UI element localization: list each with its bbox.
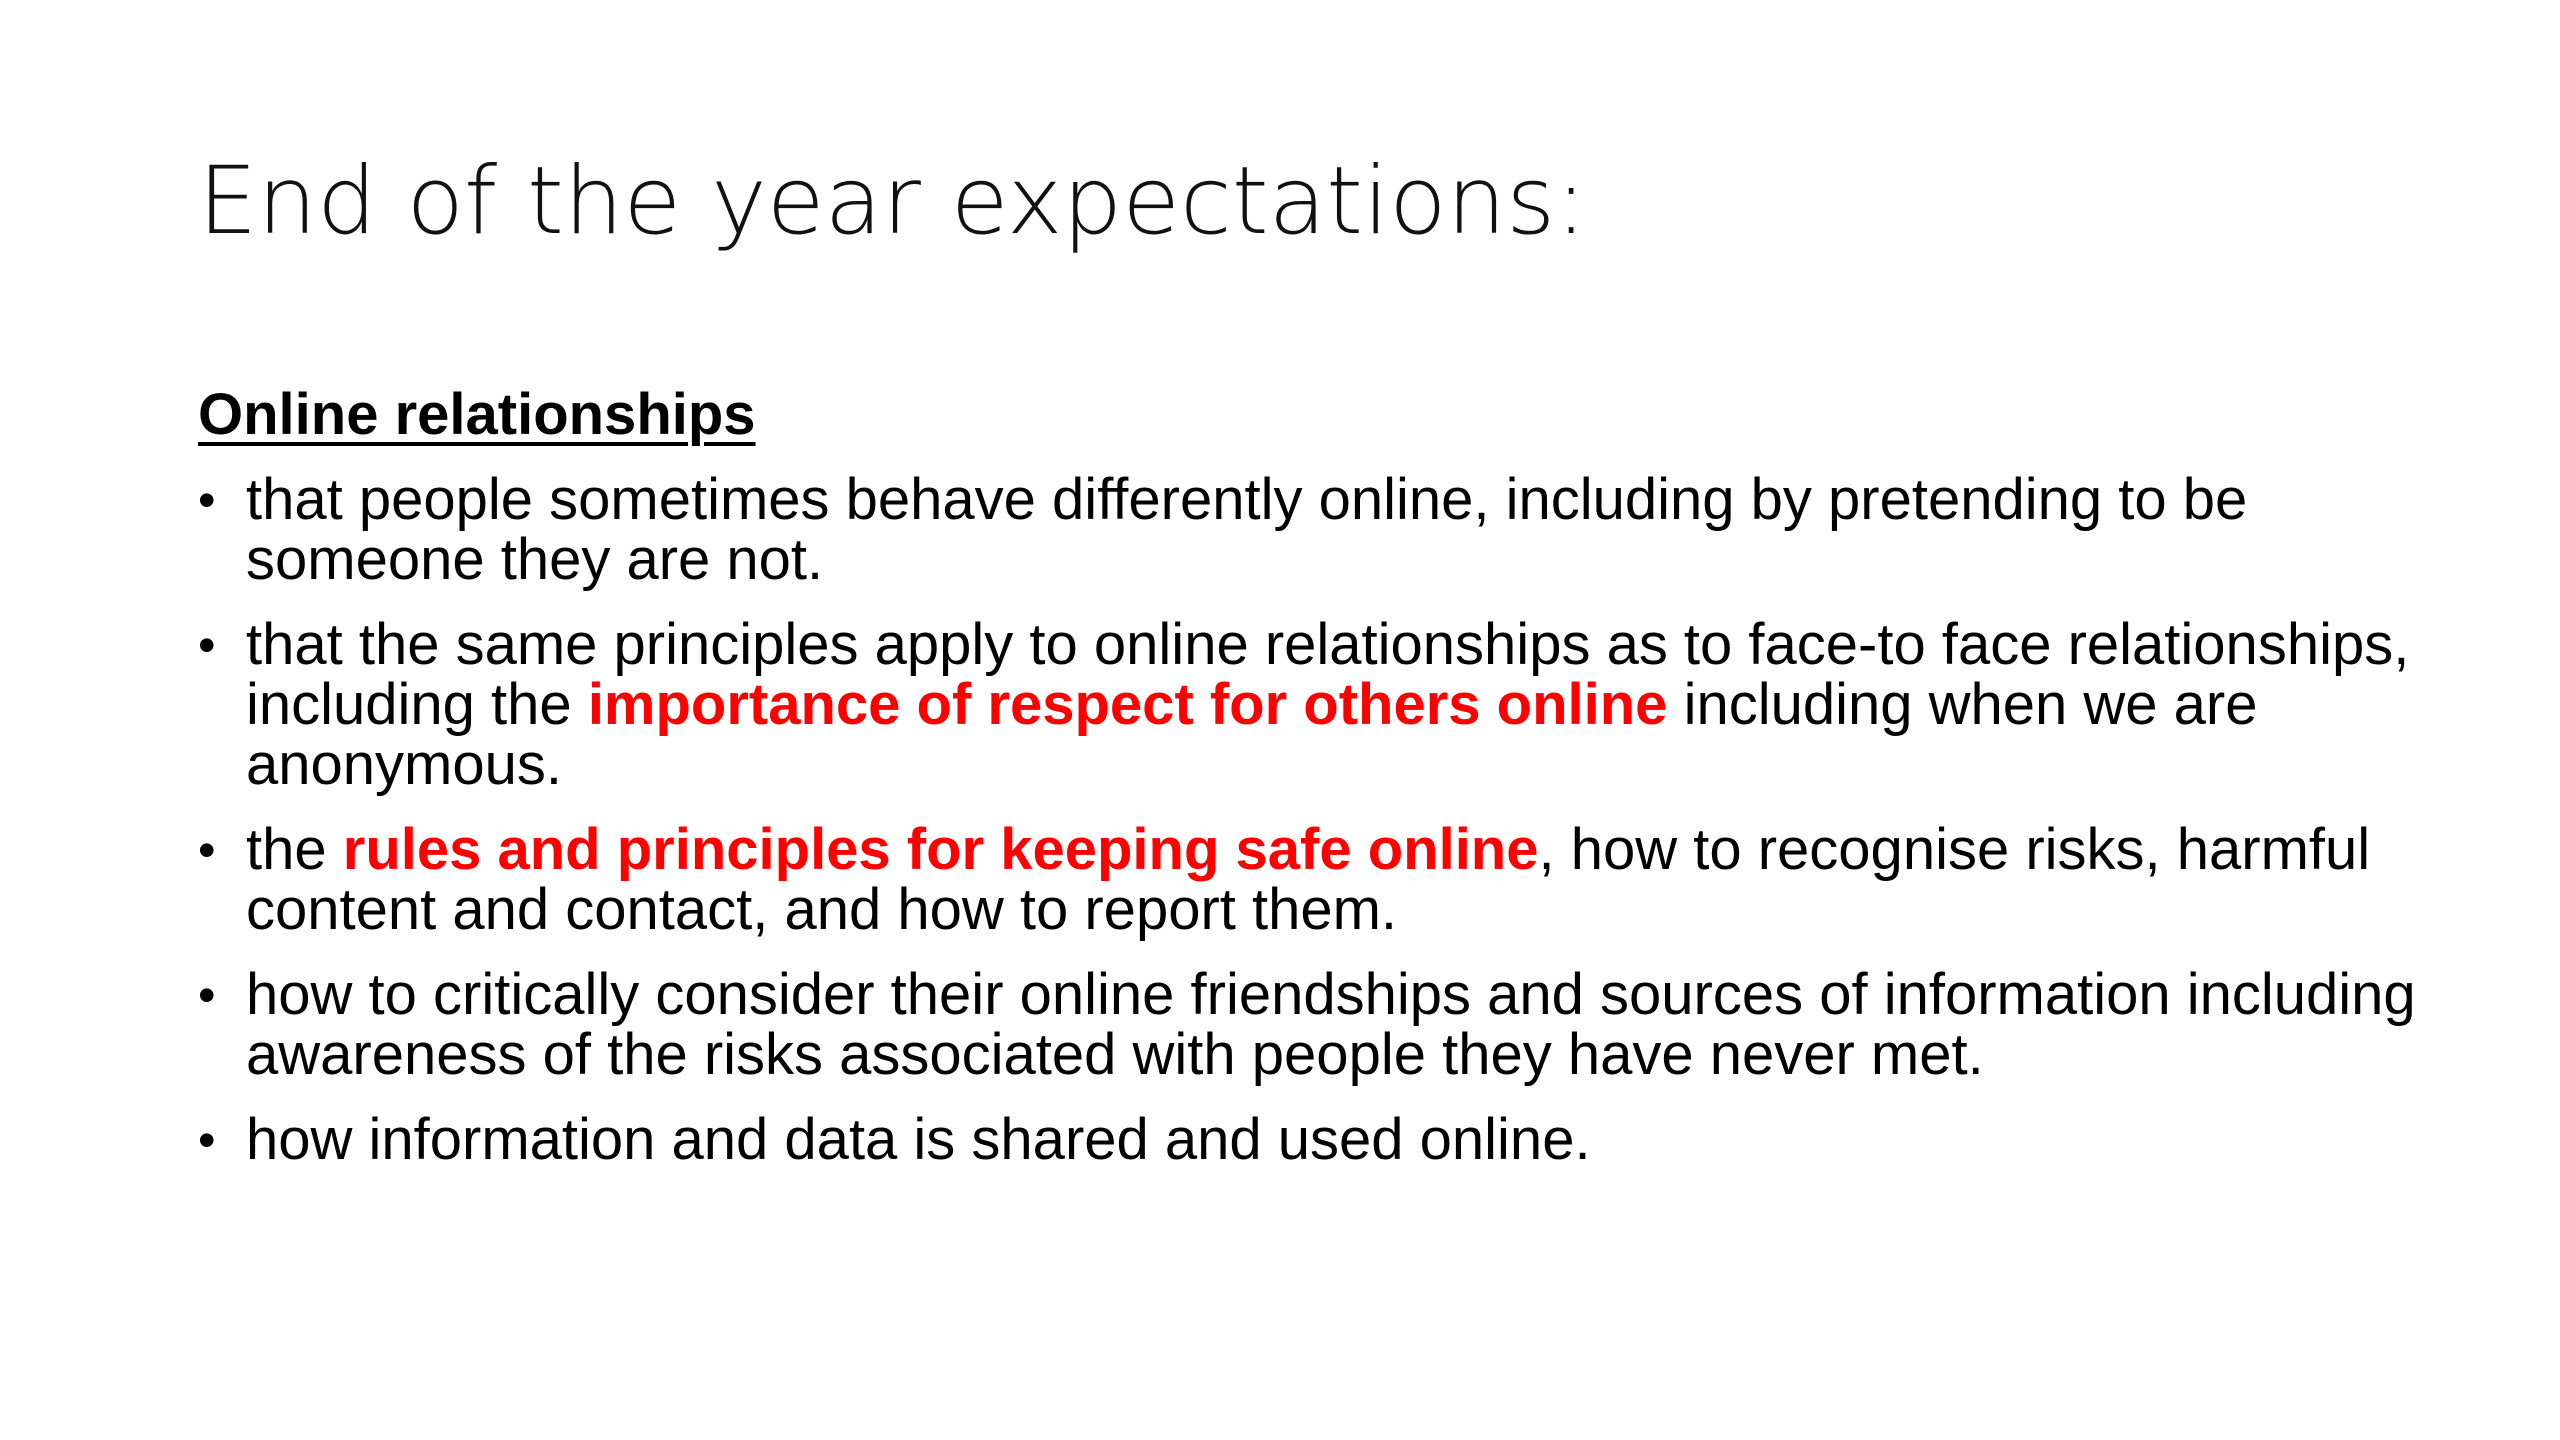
bullet-text-before: that the same principles apply to online relationships as to face-to face relationships, including the <box>246 612 2410 737</box>
bullet-text-before: the <box>246 817 343 882</box>
bullet-list <box>198 467 2428 1195</box>
bullet-text-after: , how to recognise risks, harmful content and contact, and how to report them. <box>246 817 2371 942</box>
bullet-point-icon: • <box>198 967 216 1023</box>
bullet-text: how information and data is shared and used online. <box>246 1107 1591 1172</box>
bullet-item-4 <box>198 962 2428 1087</box>
highlighted-text: importance of respect for others online <box>587 672 1668 737</box>
bullet-text: how to critically consider their online friendships and sources of information including awareness of the risks associated with people they have never met. <box>246 962 2416 1087</box>
bullet-point-icon: • <box>198 472 216 528</box>
bullet-item-5 <box>198 1107 2428 1172</box>
highlighted-text: rules and principles for keeping safe online <box>342 817 1539 882</box>
bullet-item-3 <box>198 817 2428 942</box>
slide-title: End of the year expectations: <box>198 147 1587 256</box>
bullet-text: that people sometimes behave differently online, including by pretending to be someone they are not. <box>246 467 2248 592</box>
section-heading: Online relationships <box>198 382 756 447</box>
bullet-point-icon: • <box>198 617 216 673</box>
bullet-item-2 <box>198 612 2428 797</box>
bullet-point-icon: • <box>198 1112 216 1168</box>
bullet-item-1 <box>198 467 2428 592</box>
bullet-text-after: including when we are anonymous. <box>246 672 2258 797</box>
bullet-point-icon: • <box>198 822 216 878</box>
